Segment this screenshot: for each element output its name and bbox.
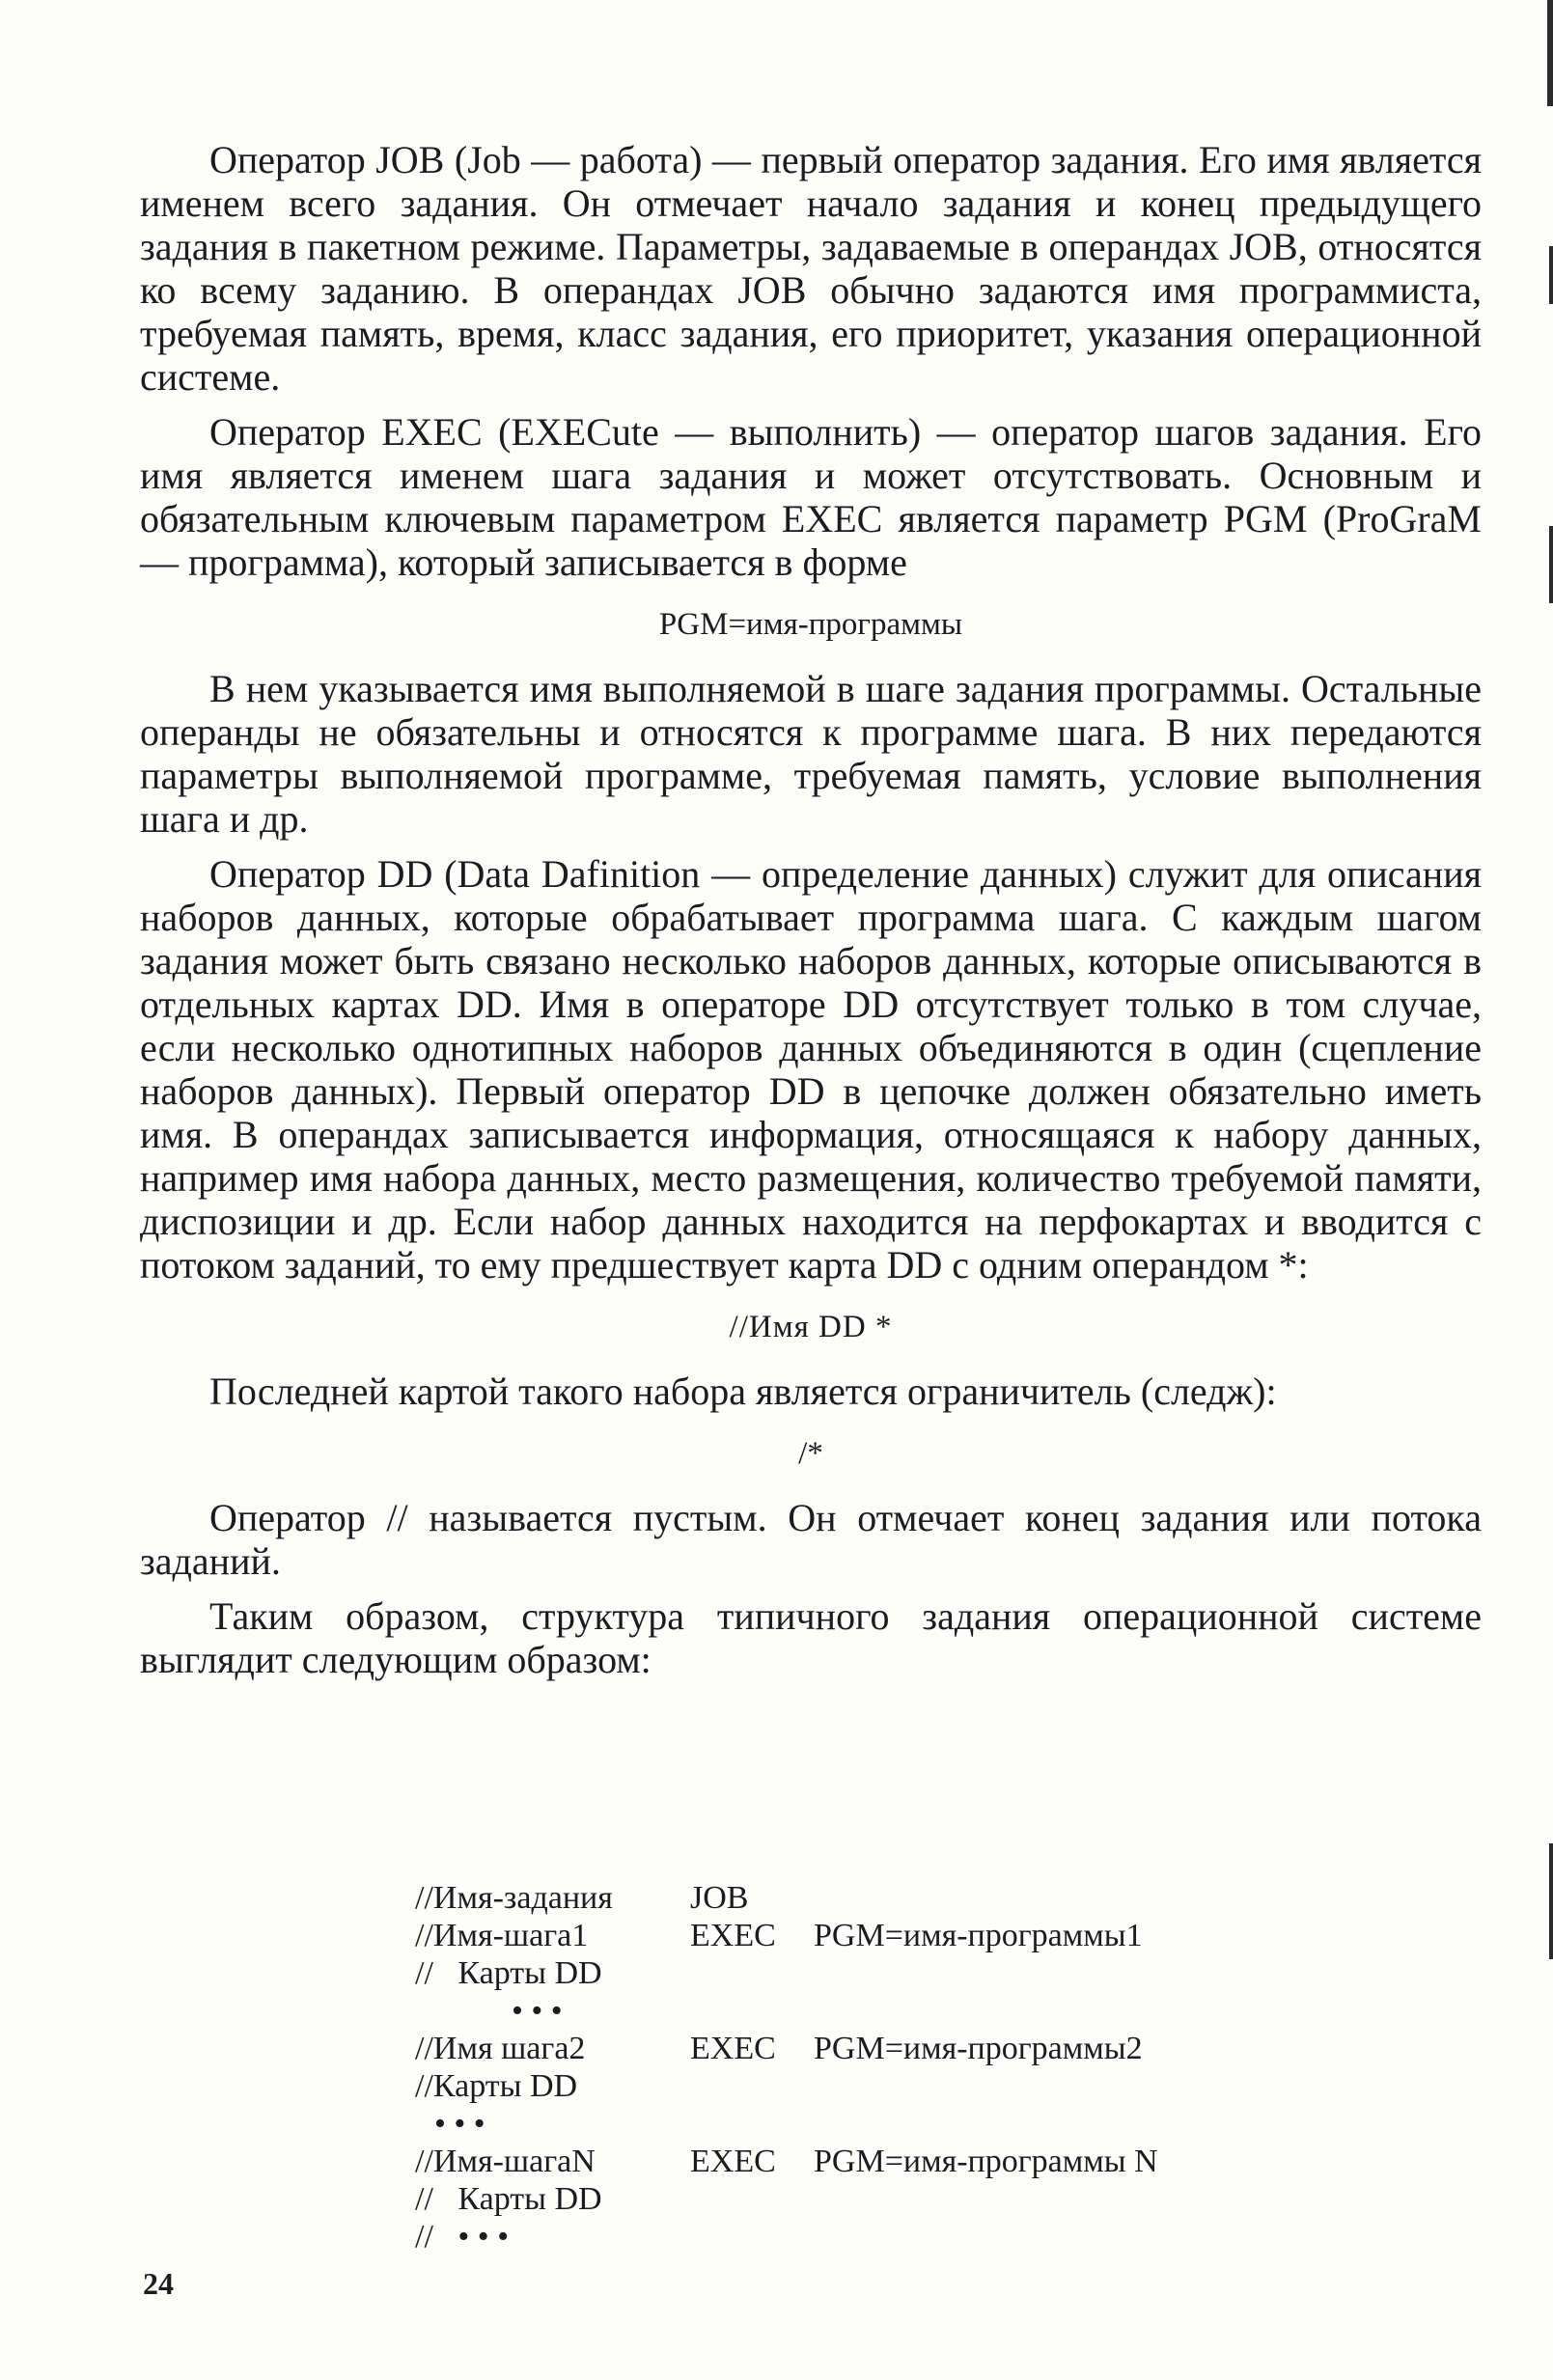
paragraph-null-statement: Оператор // называется пустым. Он отмечает конец задания или потока заданий.	[140, 1496, 1482, 1583]
jcl-operation: EXEC	[690, 2031, 776, 2066]
page-number: 24	[143, 2266, 174, 2301]
page-edge-mark	[1549, 1843, 1553, 1959]
formula-delimiter: /*	[798, 1436, 823, 1471]
jcl-row	[415, 1917, 1158, 1954]
jcl-name: //Имя-шага1	[415, 1918, 589, 1953]
paragraph-pgm-desc: В нем указывается имя выполняемой в шаге задания программы. Остальные операнды не обязательны и относятся к программе шага. В них передаются параметры выполняемой программе, требуемая память, условие выполнения шага и др.	[140, 667, 1482, 841]
jcl-name: //Имя-шагаN	[415, 2144, 596, 2179]
main-text	[140, 138, 1482, 1693]
paragraph-exec: Оператор EXEC (EXECute — выполнить) — оператор шагов задания. Его имя является именем шага задания и может отсутствовать. Основным и обязательным ключевым параметром EXEC является параметр PGM (ProGraM — программа), который записывается в форме	[140, 410, 1482, 584]
jcl-operation: JOB	[690, 1880, 749, 1916]
paragraph-job: Оператор JOB (Job — работа) — первый оператор задания. Его имя является именем всего задания. Он отмечает начало задания и конец предыдущего задания в пакетном режиме. Параметры, задаваемые в операндах JOB, относятся ко всему заданию. В операндах JOB обычно задаются имя программиста, требуемая память, время, класс задания, его приоритет, указания операционной системе.	[140, 138, 1482, 399]
jcl-name: //Имя шага2	[415, 2031, 586, 2066]
jcl-name: // Карты DD	[415, 2181, 602, 2217]
jcl-row	[415, 2180, 1158, 2218]
jcl-operand: PGM=имя-программы1	[814, 1918, 1143, 1953]
formula-dd: //Имя DD *	[729, 1310, 893, 1344]
jcl-ellipsis: • • •	[434, 2106, 485, 2142]
jcl-name: //Имя-задания	[415, 1880, 613, 1916]
page-edge-mark	[1549, 526, 1553, 603]
jcl-row	[415, 1879, 1158, 1917]
jcl-row	[415, 2143, 1158, 2180]
formula-pgm: PGM=имя-программы	[658, 607, 963, 642]
jcl-row	[415, 1954, 1158, 1992]
jcl-operand: PGM=имя-программы2	[814, 2031, 1143, 2066]
paragraph-dd: Оператор DD (Data Dafinition — определение данных) служит для описания наборов данных, которые обрабатывает программа шага. С каждым шагом задания может быть связано несколько наборов данных, которые описываются в отдельных картах DD. Имя в операторе DD отсутствует только в том случае, если несколько однотипных наборов данных объединяются в один (сцепление наборов данных). Первый оператор DD в цепочке должен обязательно иметь имя. В операндах записывается информация, относящаяся к набору данных, например имя набора данных, место размещения, количество требуемой памяти, диспозиции и др. Если набор данных находится на перфокартах и вводится с потоком заданий, то ему предшествует карта DD с одним операндом *:	[140, 852, 1482, 1287]
jcl-operand: PGM=имя-программы N	[814, 2144, 1158, 2179]
page-edge-mark	[1547, 0, 1553, 106]
jcl-null-statement: // • • •	[415, 2219, 510, 2255]
jcl-row	[415, 2030, 1158, 2067]
jcl-row	[415, 2067, 1158, 2105]
jcl-name: //Карты DD	[415, 2068, 578, 2104]
jcl-ellipsis: • • •	[512, 1993, 563, 2029]
jcl-operation: EXEC	[690, 1918, 776, 1953]
page-edge-mark	[1549, 246, 1553, 304]
jcl-operation: EXEC	[690, 2144, 776, 2179]
paragraph-delimiter: Последней картой такого набора является ограничитель (следж):	[209, 1370, 1277, 1413]
jcl-name: // Карты DD	[415, 1955, 602, 1991]
paragraph-structure: Таким образом, структура типичного задания операционной системе выглядит следующим образом:	[140, 1594, 1482, 1681]
jcl-listing	[415, 1879, 1158, 2255]
